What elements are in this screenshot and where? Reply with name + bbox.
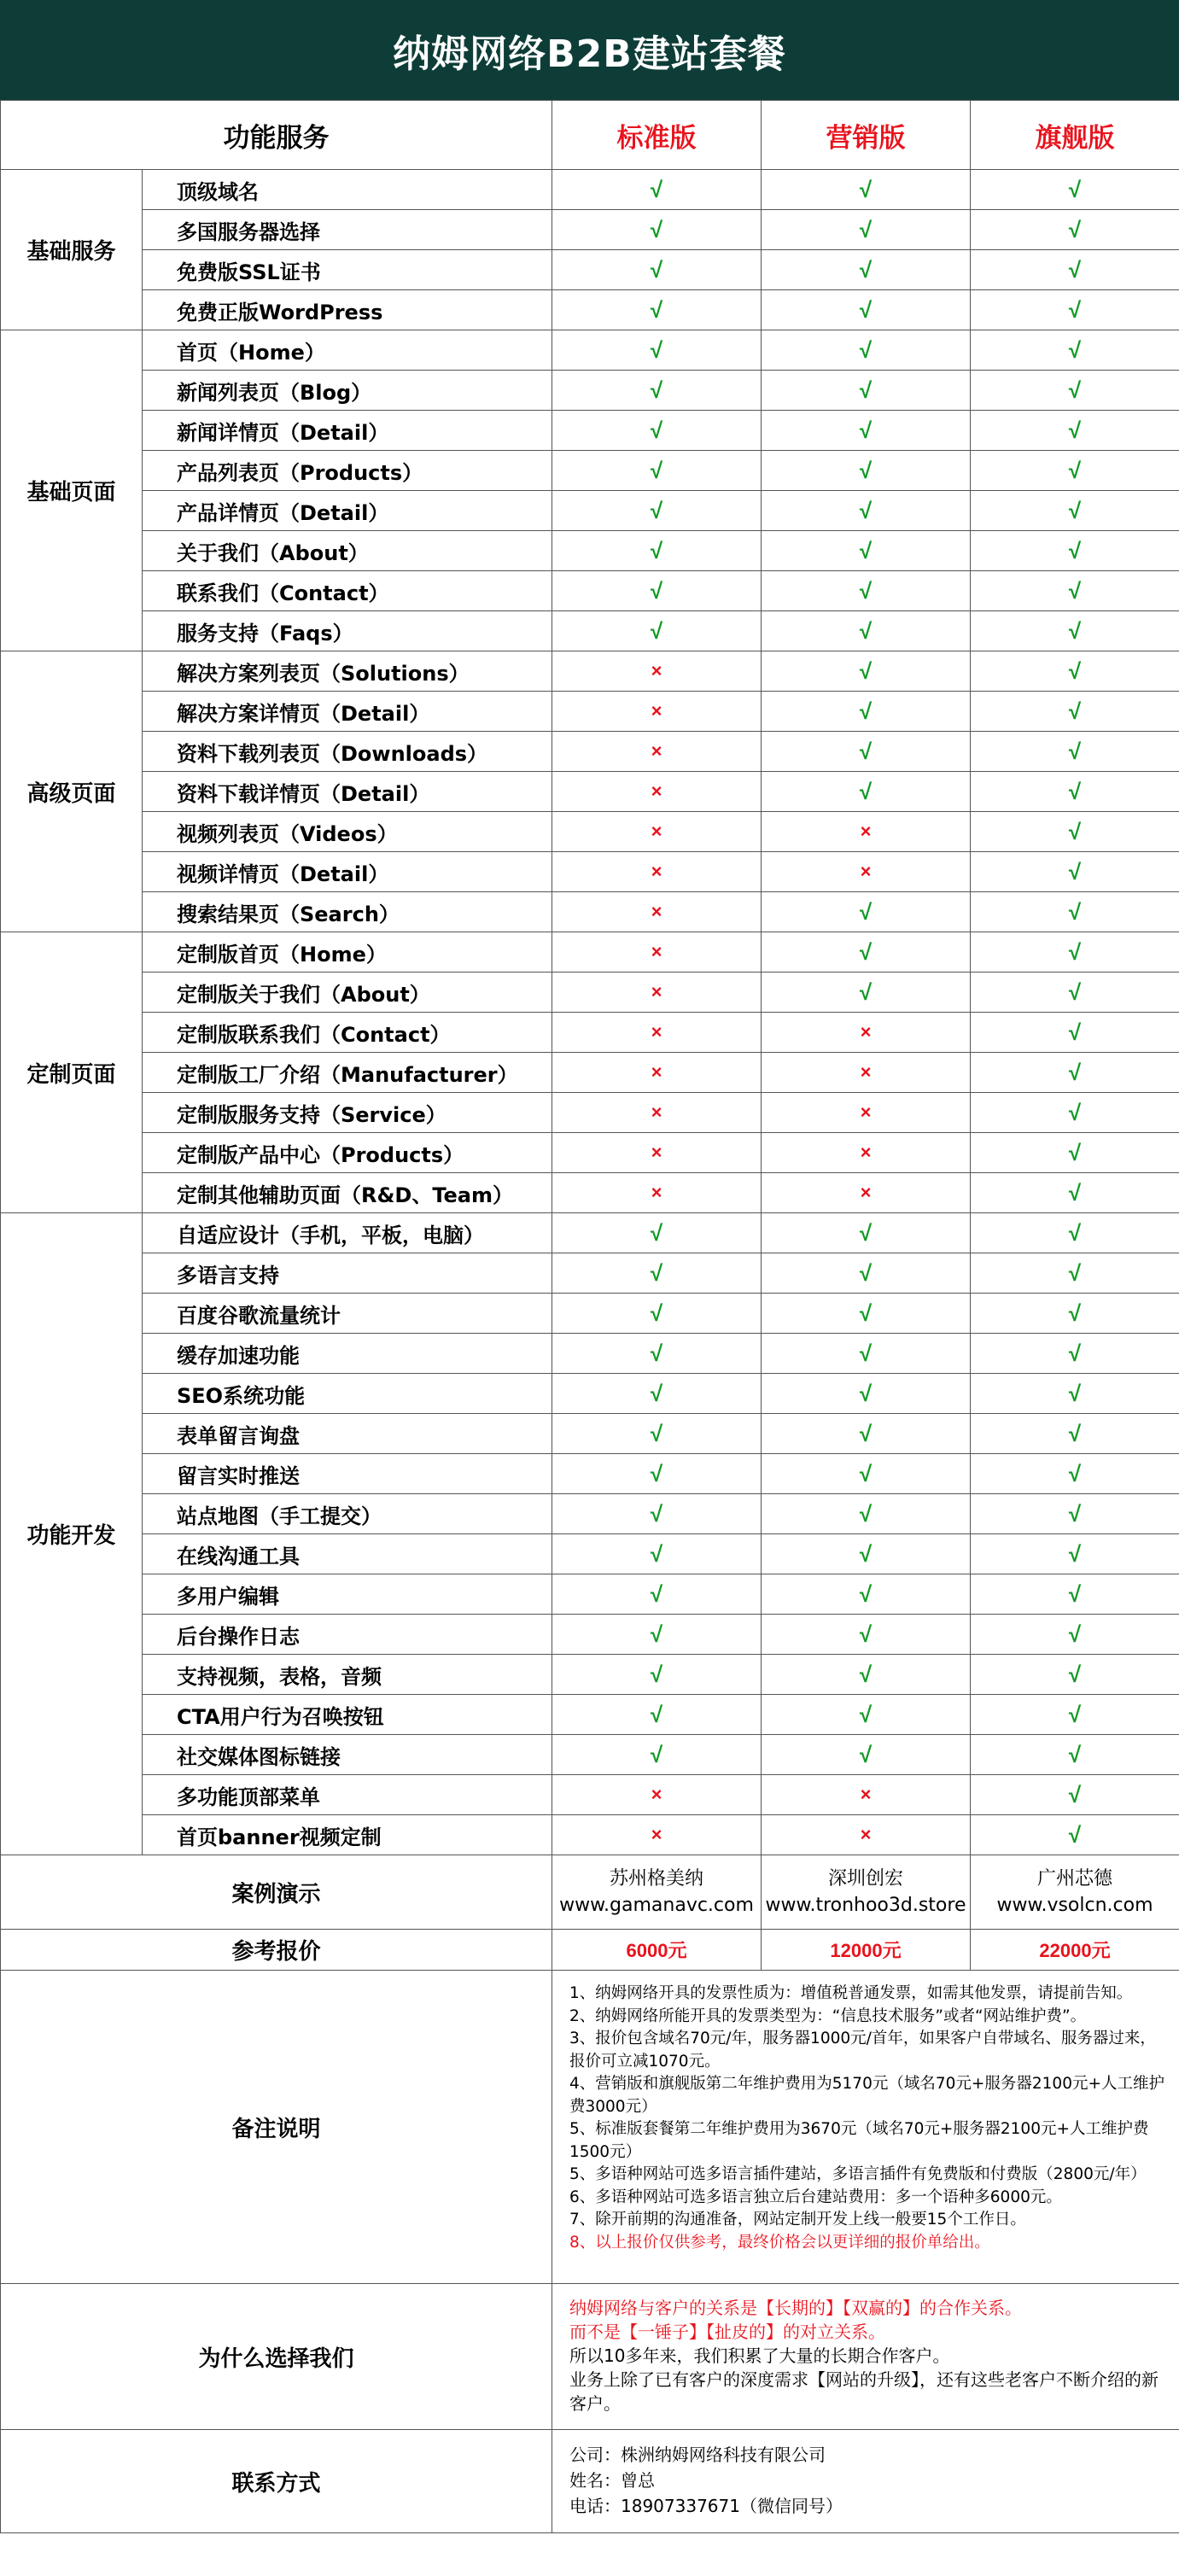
check-mark-icon-standard: √ <box>552 330 762 371</box>
check-mark-icon-flagship: √ <box>971 1414 1179 1454</box>
cross-mark-icon-standard: × <box>552 973 762 1013</box>
feature-row <box>1 1574 1179 1615</box>
feature-row <box>1 371 1179 411</box>
feature-label: 新闻列表页（Blog） <box>143 371 552 411</box>
check-mark-icon-flagship: √ <box>971 812 1179 852</box>
feature-label: 定制其他辅助页面（R&D、Team） <box>143 1173 552 1213</box>
case-url[interactable]: www.gamanavc.com <box>559 1895 754 1916</box>
cross-mark-icon-standard: × <box>552 892 762 932</box>
feature-rows <box>1 170 1179 1855</box>
check-mark-icon-standard: √ <box>552 1735 762 1775</box>
check-mark-icon-flagship: √ <box>971 1053 1179 1093</box>
feature-label: 产品列表页（Products） <box>143 451 552 491</box>
feature-label: 表单留言询盘 <box>143 1414 552 1454</box>
check-mark-icon-flagship: √ <box>971 290 1179 330</box>
check-mark-icon-flagship: √ <box>971 1655 1179 1695</box>
price-standard: 6000元 <box>552 1930 762 1971</box>
check-mark-icon-marketing: √ <box>762 571 971 611</box>
check-mark-icon-marketing: √ <box>762 1454 971 1494</box>
feature-row <box>1 531 1179 571</box>
feature-row <box>1 732 1179 772</box>
check-mark-icon-marketing: √ <box>762 1695 971 1735</box>
case-url[interactable]: www.vsolcn.com <box>996 1895 1153 1916</box>
check-mark-icon-standard: √ <box>552 1213 762 1253</box>
feature-row <box>1 1655 1179 1695</box>
check-mark-icon-flagship: √ <box>971 892 1179 932</box>
contact-company: 公司：株洲纳姆网络科技有限公司 <box>569 2445 826 2465</box>
check-mark-icon-marketing: √ <box>762 1374 971 1414</box>
feature-label: 产品详情页（Detail） <box>143 491 552 531</box>
note-line: 7、除开前期的沟通准备，网站定制开发上线一般要15个工作日。 <box>569 2211 1026 2228</box>
case-flagship <box>971 1855 1179 1930</box>
package-comparison-table <box>0 100 1179 2533</box>
price-marketing: 12000元 <box>762 1930 971 1971</box>
check-mark-icon-standard: √ <box>552 611 762 651</box>
check-mark-icon-marketing: √ <box>762 1253 971 1294</box>
check-mark-icon-marketing: √ <box>762 330 971 371</box>
check-mark-icon-standard: √ <box>552 1615 762 1655</box>
check-mark-icon-marketing: √ <box>762 1655 971 1695</box>
check-mark-icon-flagship: √ <box>971 1454 1179 1494</box>
check-mark-icon-standard: √ <box>552 210 762 250</box>
feature-label: 定制版首页（Home） <box>143 932 552 973</box>
feature-label: 服务支持（Faqs） <box>143 611 552 651</box>
case-name: 深圳创宏 <box>827 1868 903 1890</box>
cross-mark-icon-marketing: × <box>762 812 971 852</box>
notes-content <box>552 1971 1179 2284</box>
cross-mark-icon-standard: × <box>552 1815 762 1855</box>
check-mark-icon-flagship: √ <box>971 1253 1179 1294</box>
cross-mark-icon-standard: × <box>552 1775 762 1815</box>
check-mark-icon-standard: √ <box>552 1414 762 1454</box>
contact-row <box>1 2430 1179 2533</box>
cross-mark-icon-marketing: × <box>762 1093 971 1133</box>
feature-row <box>1 290 1179 330</box>
why-line: 所以10多年来，我们积累了大量的长期合作客户。 <box>569 2345 950 2366</box>
check-mark-icon-flagship: √ <box>971 1213 1179 1253</box>
check-mark-icon-flagship: √ <box>971 692 1179 732</box>
check-mark-icon-flagship: √ <box>971 772 1179 812</box>
check-mark-icon-marketing: √ <box>762 290 971 330</box>
feature-row <box>1 1374 1179 1414</box>
feature-label: 留言实时推送 <box>143 1454 552 1494</box>
feature-row <box>1 451 1179 491</box>
feature-row <box>1 973 1179 1013</box>
feature-row <box>1 1213 1179 1253</box>
check-mark-icon-marketing: √ <box>762 1294 971 1334</box>
plan-header-standard: 标准版 <box>552 101 762 170</box>
cross-mark-icon-standard: × <box>552 1093 762 1133</box>
check-mark-icon-marketing: √ <box>762 531 971 571</box>
feature-row <box>1 1534 1179 1574</box>
feature-label: 自适应设计（手机，平板，电脑） <box>143 1213 552 1253</box>
check-mark-icon-flagship: √ <box>971 1494 1179 1534</box>
contact-content <box>552 2430 1179 2533</box>
notes-label: 备注说明 <box>1 1971 552 2284</box>
feature-label: 支持视频，表格，音频 <box>143 1655 552 1695</box>
feature-label: 在线沟通工具 <box>143 1534 552 1574</box>
check-mark-icon-standard: √ <box>552 1655 762 1695</box>
check-mark-icon-flagship: √ <box>971 210 1179 250</box>
cross-mark-icon-standard: × <box>552 1133 762 1173</box>
feature-row <box>1 1294 1179 1334</box>
check-mark-icon-marketing: √ <box>762 692 971 732</box>
check-mark-icon-marketing: √ <box>762 1534 971 1574</box>
check-mark-icon-flagship: √ <box>971 1294 1179 1334</box>
check-mark-icon-flagship: √ <box>971 1173 1179 1213</box>
feature-row <box>1 571 1179 611</box>
note-line: 6、多语种网站可选多语言独立后台建站费用：多一个语种多6000元。 <box>569 2188 1062 2206</box>
case-name: 苏州格美纳 <box>609 1868 703 1890</box>
check-mark-icon-flagship: √ <box>971 330 1179 371</box>
cross-mark-icon-marketing: × <box>762 1133 971 1173</box>
feature-row <box>1 932 1179 973</box>
check-mark-icon-standard: √ <box>552 1334 762 1374</box>
feature-label: 多语言支持 <box>143 1253 552 1294</box>
check-mark-icon-flagship: √ <box>971 1374 1179 1414</box>
contact-label: 联系方式 <box>1 2430 552 2533</box>
feature-row <box>1 210 1179 250</box>
section-label: 基础服务 <box>1 170 143 330</box>
plan-header-marketing: 营销版 <box>762 101 971 170</box>
feature-label: 多用户编辑 <box>143 1574 552 1615</box>
check-mark-icon-flagship: √ <box>971 1735 1179 1775</box>
feature-row <box>1 611 1179 651</box>
feature-row <box>1 1735 1179 1775</box>
check-mark-icon-standard: √ <box>552 1534 762 1574</box>
check-mark-icon-flagship: √ <box>971 1695 1179 1735</box>
check-mark-icon-standard: √ <box>552 571 762 611</box>
check-mark-icon-flagship: √ <box>971 1013 1179 1053</box>
check-mark-icon-standard: √ <box>552 491 762 531</box>
check-mark-icon-flagship: √ <box>971 732 1179 772</box>
why-content <box>552 2284 1179 2430</box>
cross-mark-icon-standard: × <box>552 932 762 973</box>
feature-label: 百度谷歌流量统计 <box>143 1294 552 1334</box>
cross-mark-icon-marketing: × <box>762 1013 971 1053</box>
check-mark-icon-standard: √ <box>552 290 762 330</box>
check-mark-icon-marketing: √ <box>762 1334 971 1374</box>
feature-row <box>1 1053 1179 1093</box>
cross-mark-icon-standard: × <box>552 651 762 692</box>
check-mark-icon-flagship: √ <box>971 411 1179 451</box>
feature-label: 后台操作日志 <box>143 1615 552 1655</box>
check-mark-icon-marketing: √ <box>762 932 971 973</box>
contact-phone[interactable]: 电话：18907337671（微信同号） <box>569 2496 843 2516</box>
note-line: 3、报价包含域名70元/年，服务器1000元/首年，如果客户自带域名、服务器过来，报价可立减1070元。 <box>569 2030 1156 2071</box>
feature-row <box>1 1133 1179 1173</box>
feature-label: 站点地图（手工提交） <box>143 1494 552 1534</box>
feature-row <box>1 1815 1179 1855</box>
feature-row <box>1 772 1179 812</box>
check-mark-icon-standard: √ <box>552 1374 762 1414</box>
check-mark-icon-marketing: √ <box>762 611 971 651</box>
check-mark-icon-marketing: √ <box>762 1735 971 1775</box>
feature-label: 搜索结果页（Search） <box>143 892 552 932</box>
check-mark-icon-standard: √ <box>552 371 762 411</box>
check-mark-icon-standard: √ <box>552 170 762 210</box>
cases-row <box>1 1855 1179 1930</box>
pricing-label: 参考报价 <box>1 1930 552 1971</box>
cross-mark-icon-marketing: × <box>762 1775 971 1815</box>
feature-row <box>1 491 1179 531</box>
note-line-highlight: 8、以上报价仅供参考，最终价格会以更详细的报价单给出。 <box>569 2233 990 2252</box>
feature-label: 新闻详情页（Detail） <box>143 411 552 451</box>
feature-row <box>1 1093 1179 1133</box>
feature-label: CTA用户行为召唤按钮 <box>143 1695 552 1735</box>
check-mark-icon-marketing: √ <box>762 451 971 491</box>
feature-label: 关于我们（About） <box>143 531 552 571</box>
feature-label: 缓存加速功能 <box>143 1334 552 1374</box>
check-mark-icon-marketing: √ <box>762 210 971 250</box>
section-label: 高级页面 <box>1 651 143 932</box>
feature-row <box>1 1454 1179 1494</box>
feature-row <box>1 1013 1179 1053</box>
check-mark-icon-flagship: √ <box>971 1534 1179 1574</box>
check-mark-icon-standard: √ <box>552 1695 762 1735</box>
cross-mark-icon-standard: × <box>552 692 762 732</box>
check-mark-icon-standard: √ <box>552 531 762 571</box>
cross-mark-icon-standard: × <box>552 772 762 812</box>
check-mark-icon-marketing: √ <box>762 651 971 692</box>
feature-label: 免费版SSL证书 <box>143 250 552 290</box>
feature-label: 资料下载列表页（Downloads） <box>143 732 552 772</box>
note-line: 2、纳姆网络所能开具的发票类型为：“信息技术服务”或者“网站维护费”。 <box>569 2006 1087 2025</box>
check-mark-icon-flagship: √ <box>971 371 1179 411</box>
check-mark-icon-flagship: √ <box>971 1133 1179 1173</box>
check-mark-icon-marketing: √ <box>762 1494 971 1534</box>
check-mark-icon-flagship: √ <box>971 1815 1179 1855</box>
check-mark-icon-marketing: √ <box>762 170 971 210</box>
cross-mark-icon-standard: × <box>552 812 762 852</box>
check-mark-icon-marketing: √ <box>762 892 971 932</box>
note-line: 5、多语种网站可选多语言插件建站，多语言插件有免费版和付费版（2800元/年） <box>569 2165 1147 2183</box>
feature-label: 定制版服务支持（Service） <box>143 1093 552 1133</box>
plan-header-flagship: 旗舰版 <box>971 101 1179 170</box>
feature-label: 多功能顶部菜单 <box>143 1775 552 1815</box>
cross-mark-icon-marketing: × <box>762 1173 971 1213</box>
case-name: 广州芯德 <box>1036 1868 1112 1890</box>
section-label: 功能开发 <box>1 1213 143 1855</box>
check-mark-icon-marketing: √ <box>762 371 971 411</box>
table-header-row <box>1 101 1179 170</box>
feature-row <box>1 1334 1179 1374</box>
feature-row <box>1 1253 1179 1294</box>
feature-row <box>1 1494 1179 1534</box>
check-mark-icon-standard: √ <box>552 1454 762 1494</box>
check-mark-icon-marketing: √ <box>762 250 971 290</box>
feature-label: 联系我们（Contact） <box>143 571 552 611</box>
cross-mark-icon-standard: × <box>552 852 762 892</box>
feature-label: 多国服务器选择 <box>143 210 552 250</box>
contact-name: 姓名：曾总 <box>569 2470 655 2491</box>
check-mark-icon-flagship: √ <box>971 932 1179 973</box>
feature-row <box>1 170 1179 210</box>
cross-mark-icon-standard: × <box>552 1013 762 1053</box>
feature-label: 解决方案详情页（Detail） <box>143 692 552 732</box>
why-label: 为什么选择我们 <box>1 2284 552 2430</box>
feature-label: 顶级域名 <box>143 170 552 210</box>
feature-row <box>1 330 1179 371</box>
feature-label: 首页banner视频定制 <box>143 1815 552 1855</box>
price-flagship: 22000元 <box>971 1930 1179 1971</box>
cross-mark-icon-marketing: × <box>762 1815 971 1855</box>
why-line: 业务上除了已有客户的深度需求【网站的升级】，还有这些老客户不断介绍的新客户。 <box>569 2369 1159 2414</box>
feature-label: 免费正版WordPress <box>143 290 552 330</box>
case-url[interactable]: www.tronhoo3d.store <box>765 1895 966 1916</box>
feature-row <box>1 1695 1179 1735</box>
feature-label: SEO系统功能 <box>143 1374 552 1414</box>
case-standard <box>552 1855 762 1930</box>
feature-label: 视频详情页（Detail） <box>143 852 552 892</box>
notes-row <box>1 1971 1179 2284</box>
check-mark-icon-standard: √ <box>552 451 762 491</box>
check-mark-icon-flagship: √ <box>971 1615 1179 1655</box>
check-mark-icon-marketing: √ <box>762 1414 971 1454</box>
check-mark-icon-flagship: √ <box>971 1334 1179 1374</box>
feature-row <box>1 1173 1179 1213</box>
check-mark-icon-marketing: √ <box>762 411 971 451</box>
check-mark-icon-flagship: √ <box>971 571 1179 611</box>
feature-label: 定制版关于我们（About） <box>143 973 552 1013</box>
note-line: 5、标准版套餐第二年维护费用为3670元（域名70元+服务器2100元+人工维护费1500元） <box>569 2120 1149 2161</box>
check-mark-icon-flagship: √ <box>971 250 1179 290</box>
check-mark-icon-standard: √ <box>552 1494 762 1534</box>
cross-mark-icon-standard: × <box>552 732 762 772</box>
check-mark-icon-flagship: √ <box>971 1093 1179 1133</box>
feature-label: 首页（Home） <box>143 330 552 371</box>
section-label: 定制页面 <box>1 932 143 1213</box>
feature-row <box>1 812 1179 852</box>
page-title: 纳姆网络B2B建站套餐 <box>0 0 1179 100</box>
check-mark-icon-marketing: √ <box>762 1615 971 1655</box>
why-row <box>1 2284 1179 2430</box>
note-line: 4、营销版和旗舰版第二年维护费用为5170元（域名70元+服务器2100元+人工维护费3000元） <box>569 2075 1164 2116</box>
feature-label: 社交媒体图标链接 <box>143 1735 552 1775</box>
note-line: 1、纳姆网络开具的发票性质为：增值税普通发票，如需其他发票，请提前告知。 <box>569 1984 1133 2002</box>
check-mark-icon-standard: √ <box>552 1294 762 1334</box>
feature-label: 解决方案列表页（Solutions） <box>143 651 552 692</box>
check-mark-icon-flagship: √ <box>971 1574 1179 1615</box>
check-mark-icon-flagship: √ <box>971 451 1179 491</box>
cases-label: 案例演示 <box>1 1855 552 1930</box>
check-mark-icon-standard: √ <box>552 1253 762 1294</box>
check-mark-icon-standard: √ <box>552 250 762 290</box>
feature-row <box>1 852 1179 892</box>
feature-row <box>1 250 1179 290</box>
check-mark-icon-flagship: √ <box>971 611 1179 651</box>
why-line-highlight: 纳姆网络与客户的关系是【长期的】【双赢的】的合作关系。 <box>569 2298 1022 2318</box>
check-mark-icon-marketing: √ <box>762 1213 971 1253</box>
cross-mark-icon-marketing: × <box>762 1053 971 1093</box>
check-mark-icon-marketing: √ <box>762 973 971 1013</box>
check-mark-icon-marketing: √ <box>762 1574 971 1615</box>
check-mark-icon-marketing: √ <box>762 732 971 772</box>
cross-mark-icon-marketing: × <box>762 852 971 892</box>
cross-mark-icon-standard: × <box>552 1173 762 1213</box>
feature-label: 视频列表页（Videos） <box>143 812 552 852</box>
feature-row <box>1 892 1179 932</box>
section-label: 基础页面 <box>1 330 143 651</box>
feature-label: 资料下载详情页（Detail） <box>143 772 552 812</box>
feature-row <box>1 1414 1179 1454</box>
check-mark-icon-flagship: √ <box>971 491 1179 531</box>
check-mark-icon-standard: √ <box>552 1574 762 1615</box>
why-line-highlight: 而不是【一锤子】【扯皮的】的对立关系。 <box>569 2322 885 2342</box>
check-mark-icon-marketing: √ <box>762 772 971 812</box>
feature-row <box>1 411 1179 451</box>
cross-mark-icon-standard: × <box>552 1053 762 1093</box>
check-mark-icon-flagship: √ <box>971 531 1179 571</box>
check-mark-icon-flagship: √ <box>971 852 1179 892</box>
feature-label: 定制版联系我们（Contact） <box>143 1013 552 1053</box>
feature-row <box>1 1775 1179 1815</box>
feature-row <box>1 651 1179 692</box>
case-marketing <box>762 1855 971 1930</box>
feature-label: 定制版工厂介绍（Manufacturer） <box>143 1053 552 1093</box>
feature-row <box>1 1615 1179 1655</box>
check-mark-icon-standard: √ <box>552 411 762 451</box>
feature-label: 定制版产品中心（Products） <box>143 1133 552 1173</box>
feature-row <box>1 692 1179 732</box>
check-mark-icon-flagship: √ <box>971 1775 1179 1815</box>
pricing-row <box>1 1930 1179 1971</box>
check-mark-icon-flagship: √ <box>971 651 1179 692</box>
check-mark-icon-flagship: √ <box>971 170 1179 210</box>
feature-column-header: 功能服务 <box>1 101 552 170</box>
check-mark-icon-marketing: √ <box>762 491 971 531</box>
check-mark-icon-flagship: √ <box>971 973 1179 1013</box>
